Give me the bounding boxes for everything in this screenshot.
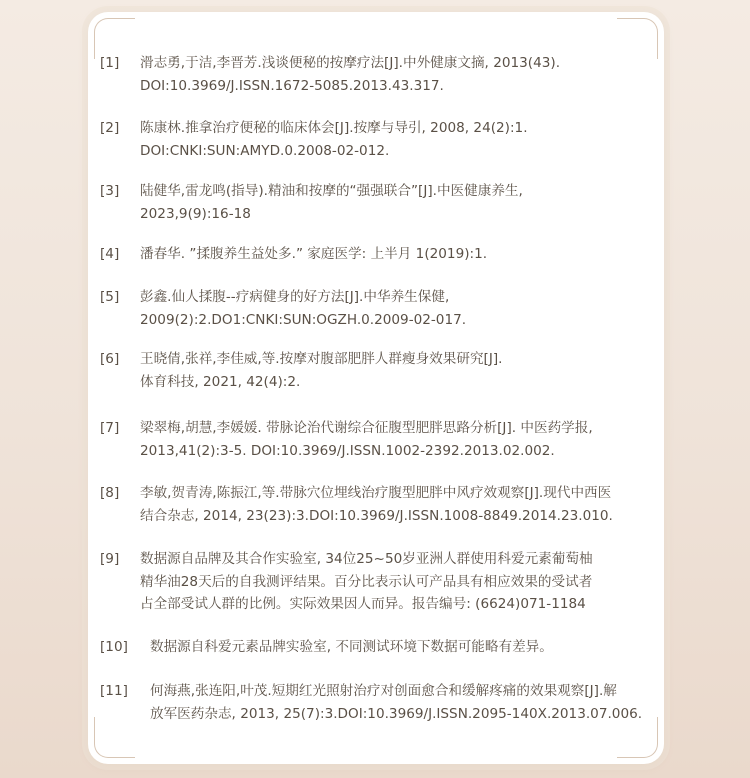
reference-text: 数据源自品牌及其合作实验室, 34位25~50岁亚洲人群使用科爱元素葡萄柚 精华油28天后的自我测评结果。百分比表示认可产品具有相应效果的受试者 占全部受试人群的比例。实际效果因人而异。报告编号: (6624)071-1184: [140, 551, 593, 612]
reference-number: [10]: [100, 639, 128, 655]
reference-item: [100, 548, 660, 616]
reference-item: [100, 117, 660, 162]
reference-text: 陈康林.推拿治疗便秘的临床体会[J].按摩与导引, 2008, 24(2):1. DOI:CNKI:SUN:AMYD.0.2008-02-012.: [140, 120, 528, 159]
reference-card: [88, 12, 664, 764]
reference-item: [100, 348, 660, 393]
reference-text: 陆健华,雷龙鸣(指导).精油和按摩的“强强联合”[J].中医健康养生, 2023,9(9):16-18: [140, 183, 523, 222]
reference-number: [2]: [100, 120, 120, 136]
reference-number: [1]: [100, 55, 120, 71]
reference-number: [5]: [100, 289, 120, 305]
reference-text: 滑志勇,于洁,李晋芳.浅谈便秘的按摩疗法[J].中外健康文摘, 2013(43). DOI:10.3969/J.ISSN.1672-5085.2013.43.317.: [140, 55, 561, 94]
reference-number: [3]: [100, 183, 120, 199]
reference-number: [7]: [100, 420, 120, 436]
reference-text: 数据源自科爱元素品牌实验室, 不同测试环境下数据可能略有差异。: [150, 639, 553, 655]
reference-number: [6]: [100, 351, 120, 367]
reference-text: 梁翠梅,胡慧,李媛媛. 带脉论治代谢综合征腹型肥胖思路分析[J]. 中医药学报, 2013,41(2):3-5. DOI:10.3969/J.ISSN.1002-2392.2013.02.002.: [140, 420, 593, 459]
reference-item: [100, 243, 660, 266]
reference-number: [11]: [100, 683, 128, 699]
reference-text: 潘春华. ”揉腹养生益处多.” 家庭医学: 上半月 1(2019):1.: [140, 246, 488, 262]
reference-text: 何海燕,张连阳,叶茂.短期红光照射治疗对创面愈合和缓解疼痛的效果观察[J].解 放军医药杂志, 2013, 25(7):3.DOI:10.3969/J.ISSN.2095-140X.2013.07.006.: [150, 683, 643, 722]
reference-text: 彭鑫.仙人揉腹--疗病健身的好方法[J].中华养生保健, 2009(2):2.DO1:CNKI:SUN:OGZH.0.2009-02-017.: [140, 289, 467, 328]
reference-item: [100, 680, 660, 725]
reference-number: [4]: [100, 246, 120, 262]
reference-item: [100, 482, 660, 527]
reference-item: [100, 180, 660, 225]
reference-number: [8]: [100, 485, 120, 501]
reference-number: [9]: [100, 551, 120, 567]
reference-item: [100, 417, 660, 462]
reference-item: [100, 286, 660, 331]
reference-item: [100, 636, 660, 659]
reference-text: 王晓倩,张祥,李佳威,等.按摩对腹部肥胖人群瘦身效果研究[J]. 体育科技, 2021, 42(4):2.: [140, 351, 503, 390]
reference-text: 李敏,贺青涛,陈振江,等.带脉穴位埋线治疗腹型肥胖中风疗效观察[J].现代中西医 结合杂志, 2014, 23(23):3.DOI:10.3969/J.ISSN.1008-8849.2014.23.010.: [140, 485, 613, 524]
reference-item: [100, 52, 660, 97]
